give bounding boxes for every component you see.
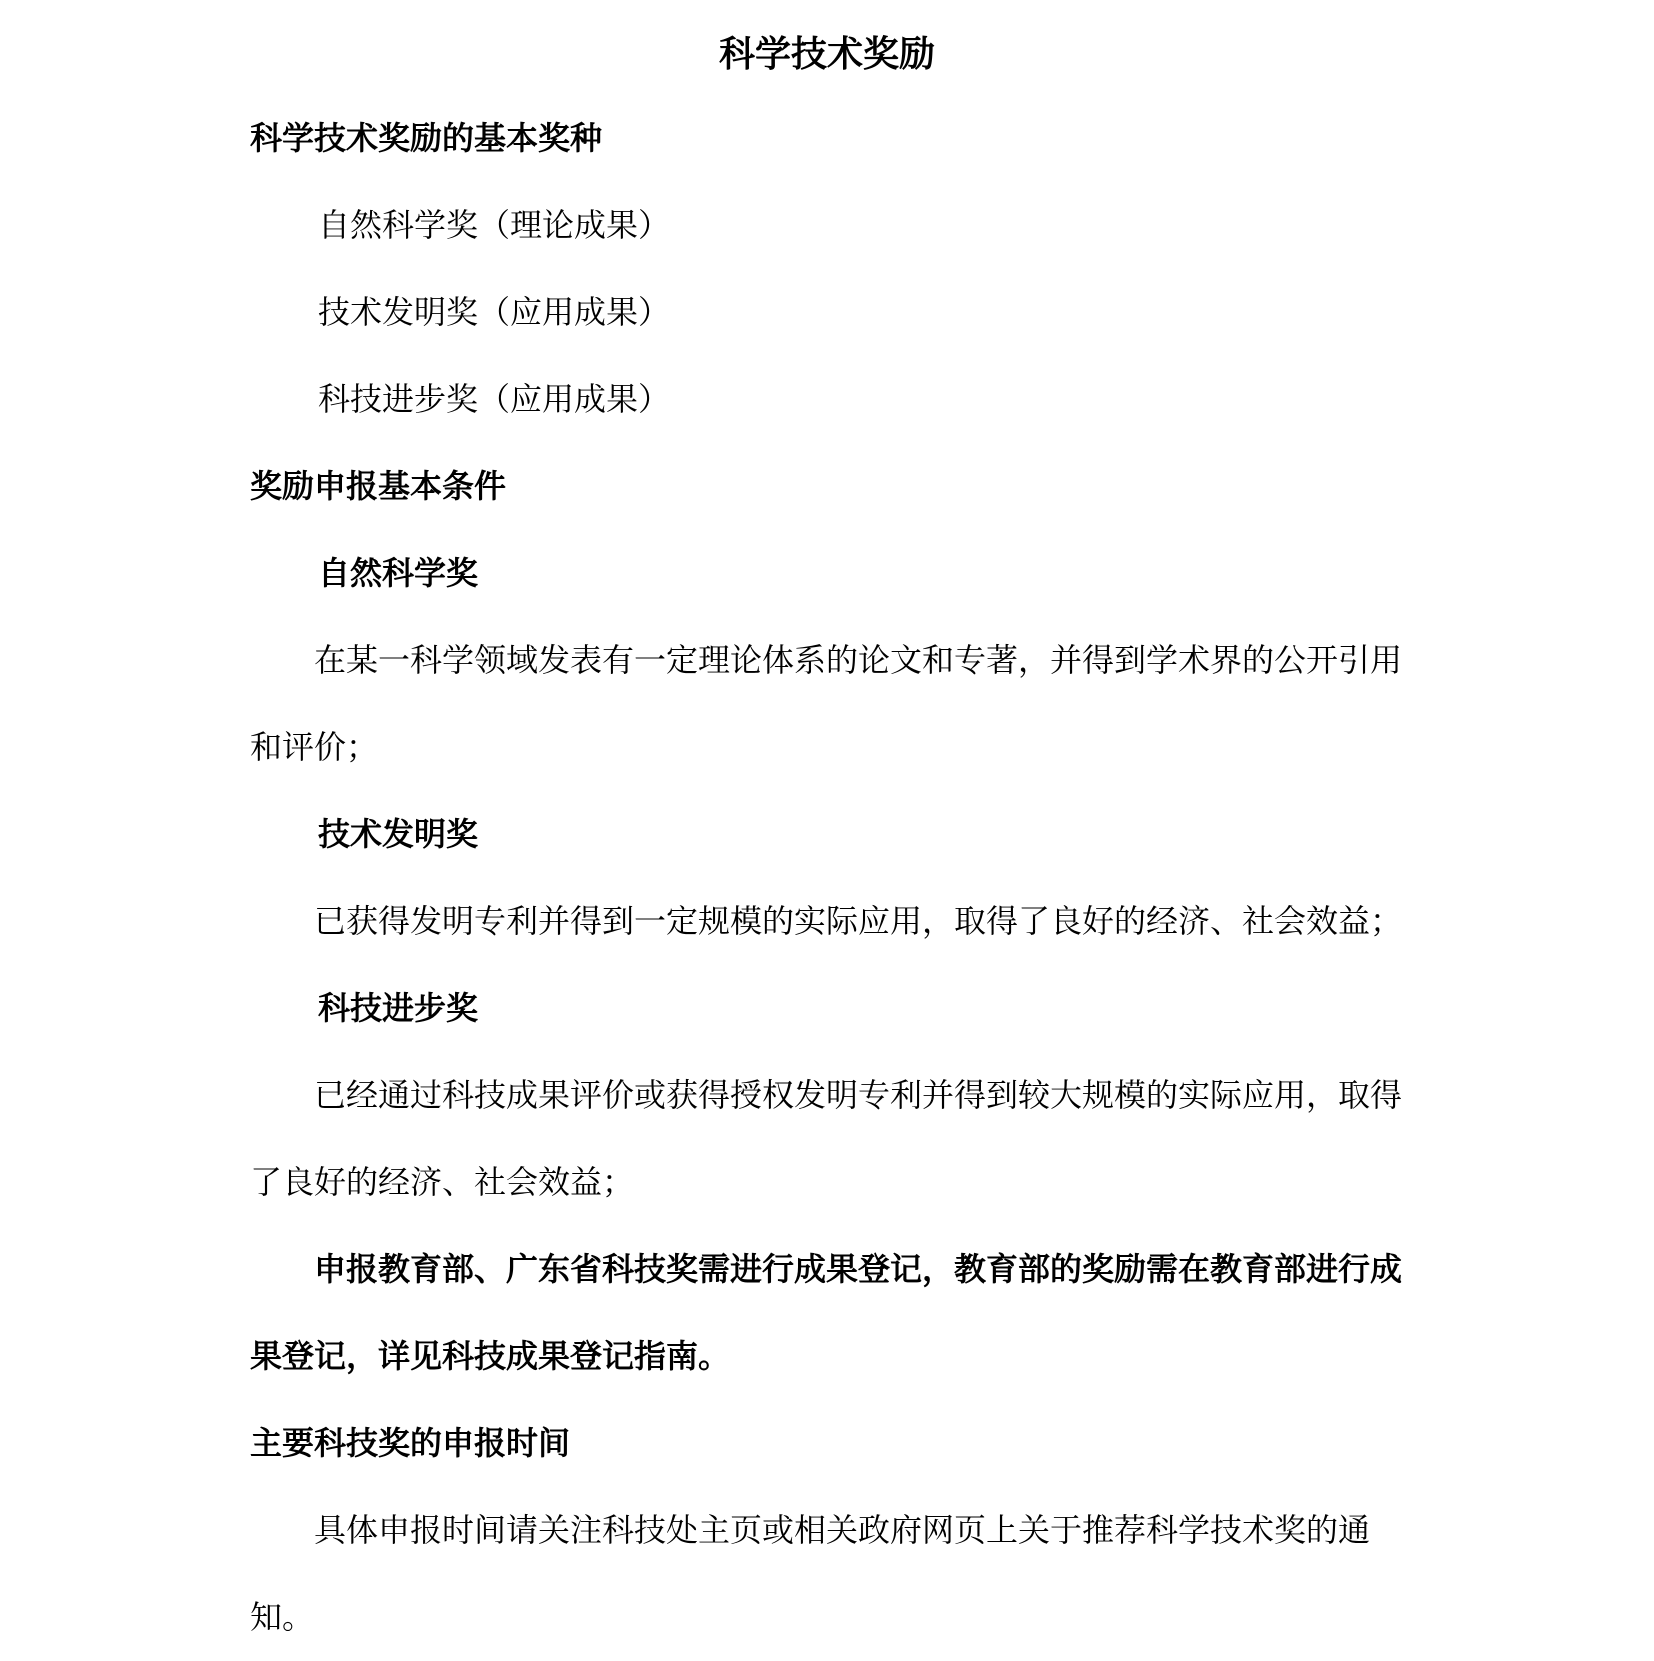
section-heading-conditions: 奖励申报基本条件: [250, 467, 507, 505]
subheading-progress: 科技进步奖: [318, 989, 479, 1027]
paragraph-progress: 已经通过科技成果评价或获得授权发明专利并得到较大规模的实际应用，取得了良好的经济、社会效益；: [250, 1076, 1403, 1201]
section-heading-award-types: 科学技术奖励的基本奖种: [250, 119, 603, 157]
list-item-progress: 科技进步奖（应用成果）: [318, 380, 671, 418]
paragraph-invention: 已获得发明专利并得到一定规模的实际应用，取得了良好的经济、社会效益；: [314, 902, 1403, 940]
section-heading-schedule: 主要科技奖的申报时间: [250, 1424, 571, 1462]
paragraph-registration-note: 申报教育部、广东省科技奖需进行成果登记，教育部的奖励需在教育部进行成果登记，详见科技成果登记指南。: [250, 1250, 1403, 1375]
document-title: 科学技术奖励: [718, 34, 935, 75]
list-item-invention: 技术发明奖（应用成果）: [318, 293, 671, 331]
subheading-invention: 技术发明奖: [318, 815, 479, 853]
subheading-natural-science: 自然科学奖: [318, 554, 479, 592]
list-item-natural-science: 自然科学奖（理论成果）: [318, 206, 671, 244]
paragraph-natural-science: 在某一科学领域发表有一定理论体系的论文和专著，并得到学术界的公开引用和评价；: [250, 641, 1403, 766]
paragraph-schedule: 具体申报时间请关注科技处主页或相关政府网页上关于推荐科学技术奖的通知。: [250, 1511, 1371, 1636]
